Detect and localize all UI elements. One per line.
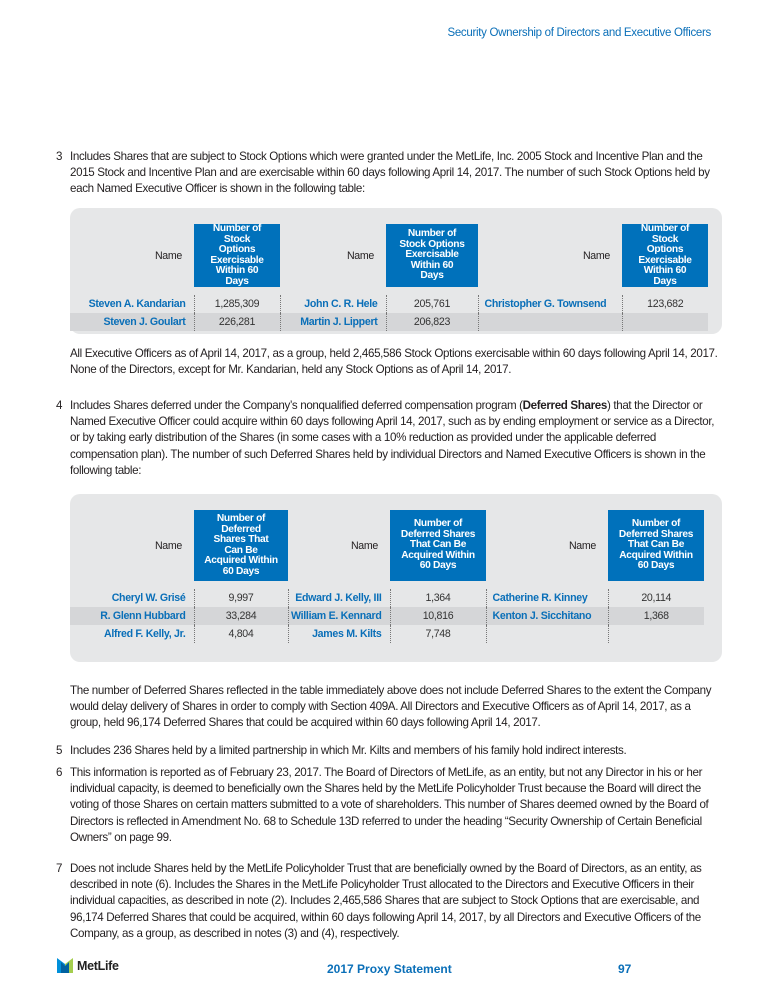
share-count: 4,804 [194,625,288,643]
share-count: 10,816 [390,607,486,625]
name-column-header: Name [154,249,182,262]
person-name: Steven A. Kandarian [70,295,194,313]
value-column-header: Number of Deferred Shares That Can Be Acquired Within 60 Days [390,510,486,581]
person-name: Martin J. Lippert [280,313,386,331]
share-count [608,625,704,643]
person-name [478,313,622,331]
person-name: Edward J. Kelly, III [288,589,390,607]
table-row [70,313,708,331]
share-count: 9,997 [194,589,288,607]
share-count: 206,823 [386,313,478,331]
person-name: Alfred F. Kelly, Jr. [70,625,194,643]
value-column-header: Number of Deferred Shares That Can Be Acquired Within 60 Days [608,510,704,581]
share-count: 123,682 [647,298,684,310]
deferred-shares-table-panel [70,494,722,662]
share-count: 1,364 [390,589,486,607]
note-4: 4 Includes Shares deferred under the Company’s nonqualified deferred compensation program (Deferred Shares) that the Director or Named Executive Officer could acquire within 60 days following April 14, 2017, such as by ending employment or service as a Director, or by taking early distribution of the Shares (in some cases with a 10% reduction as provided under the applicable deferred compensation plan). The number of such Deferred Shares held by individual Directors and Named Executive Officers is shown in the following table: [56,399,715,477]
value-column-header: Number of Stock Options Exercisable Within 60 Days [194,224,280,287]
note-3: 3 Includes Shares that are subject to Stock Options which were granted under the MetLife, Inc. 2005 Stock and Incentive Plan and the 2015 Stock and Incentive Plan and are exercisable within 60 days following April 14, 2017. The number of such Stock Options held by each Named Executive Officer is shown in the following table: [56,150,710,196]
share-count: 1,368 [608,607,704,625]
person-name: John C. R. Hele [280,295,386,313]
name-column-header: Name [346,249,374,262]
person-name: Christopher G. Townsend [478,295,622,313]
name-column-header: Name [154,539,182,552]
note-3-continued: All Executive Officers as of April 14, 2017, as a group, held 2,465,586 Stock Options exercisable within 60 days following April 14, 2017. None of the Directors, except for Mr. Kandarian, held any Stock Options as of April 14, 2017. [70,347,718,377]
table-row [70,295,708,313]
share-count: 20,114 [641,592,672,604]
share-count: 205,761 [386,295,478,313]
share-count: 226,281 [194,313,280,331]
note-7: 7 Does not include Shares held by the MetLife Policyholder Trust that are beneficially owned by the Board of Directors, as an entity, as described in note (6). Includes the Shares in the MetLife Policyholder Trust allocated to the Directors and Executive Officers in their individual capacities, as described in note (2). Includes 2,465,586 Shares that are subject to Stock Options that are exercisable, and 96,174 Deferred Shares that could be acquired, within 60 days following April 14, 2017, by all Directors and Executive Officers of the Company, as a group, as described in notes (3) and (4), respectively. [56,862,702,940]
table-row [70,607,704,625]
person-name: Steven J. Goulart [70,313,194,331]
person-name: William E. Kennard [288,607,390,625]
share-count: 7,748 [390,625,486,643]
metlife-logo-icon [57,958,73,973]
person-name: Catherine R. Kinney [486,589,608,607]
footer-title: 2017 Proxy Statement [327,962,452,976]
share-count [622,313,708,331]
header-row [70,224,708,287]
value-column-header: Number of Stock Options Exercisable Within 60 Days [386,224,478,287]
deferred-shares-table [70,510,704,643]
note-6: 6 This information is reported as of February 23, 2017. The Board of Directors of MetLife, as an entity, but not any Director in his or her individual capacity, is deemed to beneficially own the Shares held by the MetLife Policyholder Trust because the Board will direct the voting of those Shares on certain matters submitted to a vote of shareholders. This number of Shares deemed owned by the Board of Directors is reflected in Amendment No. 68 to Schedule 13D referred to under the heading “Security Ownership of Certain Beneficial Owners” on page 99. [56,766,709,844]
name-column-header: Name [350,539,378,552]
value-column-header: Number of Deferred Shares That Can Be Acquired Within 60 Days [194,510,288,581]
running-header: Security Ownership of Directors and Executive Officers [447,27,711,39]
page-number: 97 [618,962,632,976]
table-row [70,589,704,607]
share-count: 1,285,309 [194,295,280,313]
metlife-logo: MetLife [57,958,119,973]
note-5: 5 Includes 236 Shares held by a limited partnership in which Mr. Kilts and members of his family hold indirect interests. [56,744,627,757]
share-count: 33,284 [194,607,288,625]
stock-options-table [70,224,708,331]
person-name [486,625,608,643]
person-name: R. Glenn Hubbard [70,607,194,625]
note-4-continued: The number of Deferred Shares reflected in the table immediately above does not include Deferred Shares to the extent the Company would delay delivery of Shares in order to comply with Section 409A. All Directors and Executive Officers as of April 14, 2017, as a group, held 96,174 Deferred Shares that could be acquired within 60 days following April 14, 2017. [70,684,712,730]
table-row [70,625,704,643]
name-column-header: Name [568,539,596,552]
person-name: Cheryl W. Grisé [70,589,194,607]
person-name: Kenton J. Sicchitano [486,607,608,625]
value-column-header: Number of Stock Options Exercisable Within 60 Days [622,224,708,287]
name-column-header: Name [582,249,610,262]
person-name: James M. Kilts [288,625,390,643]
stock-options-table-panel [70,208,722,334]
header-row [70,510,704,581]
